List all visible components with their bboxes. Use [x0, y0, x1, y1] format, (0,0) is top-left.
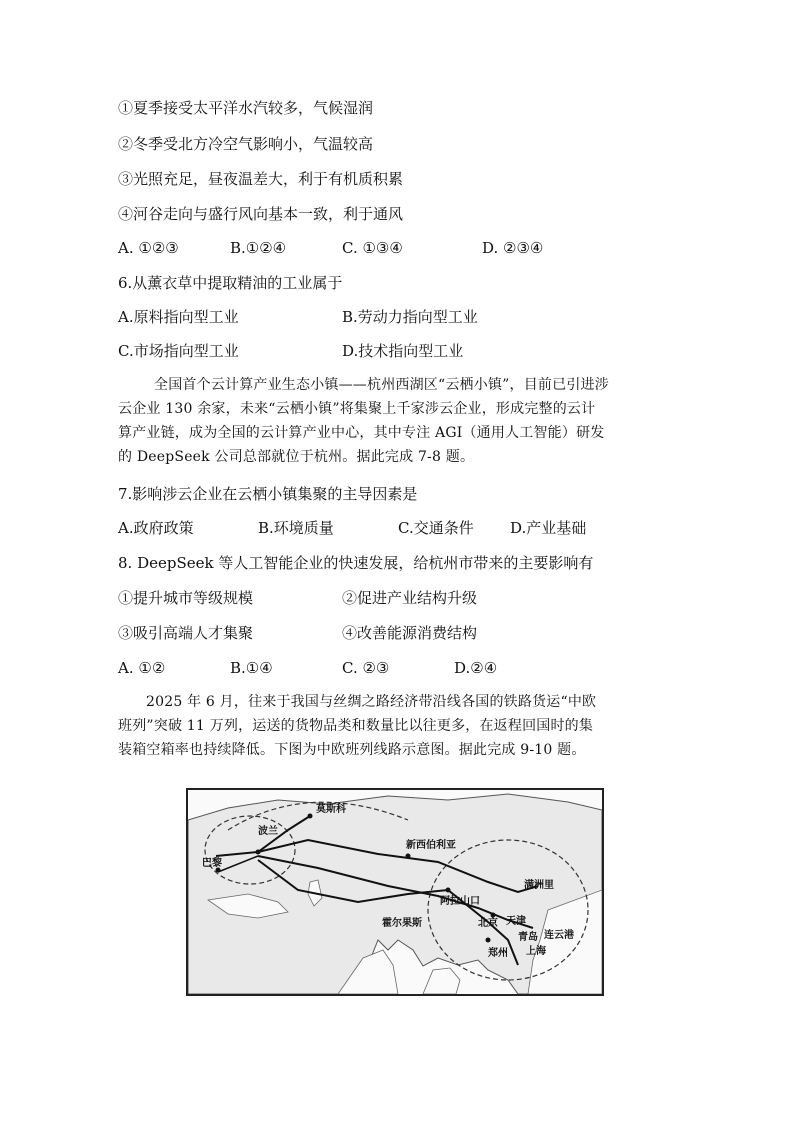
city-marker-alashankou [446, 888, 451, 893]
map-label-alashankou: 阿拉山口 [440, 896, 480, 907]
passage-cloud-town [118, 373, 678, 469]
q6-option-b: B.劳动力指向型工业 [342, 308, 478, 326]
q6-stem: 6.从薰衣草中提取精油的工业属于 [118, 274, 343, 292]
city-marker-novosibirsk [406, 854, 411, 859]
q8-item-3: ③吸引高端人才集聚 [118, 624, 254, 642]
q5-option-a: A. ①②③ [118, 239, 179, 257]
q7-option-c: C.交通条件 [398, 519, 474, 537]
q7-option-a: A.政府政策 [118, 519, 194, 537]
map-label-novosibirsk: 新西伯利亚 [406, 840, 456, 851]
q8-item-2: ②促进产业结构升级 [342, 589, 478, 607]
map-label-beijing: 北京 [478, 918, 498, 929]
q8-item-4: ④改善能源消费结构 [342, 624, 478, 642]
q6-option-d: D.技术指向型工业 [342, 342, 464, 360]
bay-of-bengal [423, 968, 460, 994]
passage2-line-3: 装箱空箱率也持续降低。下图为中欧班列线路示意图。据此完成 9-10 题。 [118, 742, 586, 758]
q7-stem: 7.影响涉云企业在云栖小镇集聚的主导因素是 [118, 485, 418, 503]
q8-option-a: A. ①② [118, 659, 166, 677]
map-label-qingdao: 青岛 [518, 932, 538, 943]
map-label-tianjin: 天津 [506, 916, 526, 927]
map-label-paris: 巴黎 [202, 858, 222, 869]
q8-stem: 8. DeepSeek 等人工智能企业的快速发展，给杭州市带来的主要影响有 [118, 554, 594, 572]
passage1-line-3: 算产业链，成为全国的云计算产业中心，其中专注 AGI（通用人工智能）研发 [118, 425, 605, 441]
passage1-line-2: 云企业 130 余家，未来“云栖小镇”将集聚上千家涉云企业，形成完整的云计 [118, 401, 596, 417]
q7-option-d: D.产业基础 [510, 519, 587, 537]
map-label-manzhouli: 满洲里 [524, 880, 554, 891]
city-marker-poland [256, 850, 261, 855]
map-label-shanghai: 上海 [526, 946, 546, 957]
q8-option-c: C. ②③ [342, 659, 390, 677]
passage1-line-1: 全国首个云计算产业生态小镇——杭州西湖区“云栖小镇”，目前已引进涉 [154, 377, 609, 393]
passage2-line-1: 2025 年 6 月，往来于我国与丝绸之路经济带沿线各国的铁路货运“中欧 [146, 694, 597, 710]
q5-option-c: C. ①③④ [342, 239, 403, 257]
q5-option-b: B.①②④ [230, 239, 287, 257]
q7-option-b: B.环境质量 [258, 519, 334, 537]
city-marker-zhengzhou [486, 938, 491, 943]
map-label-khorgos: 霍尔果斯 [382, 918, 422, 929]
passage-china-europe-railway [118, 690, 678, 762]
railway-route-map [186, 788, 604, 996]
q5-option-d: D. ②③④ [482, 239, 544, 257]
q5-item-2: ②冬季受北方冷空气影响小，气温较高 [118, 135, 374, 153]
city-marker-beijing [491, 913, 496, 918]
map-label-moscow: 莫斯科 [316, 804, 346, 815]
passage1-line-4: 的 DeepSeek 公司总部就位于杭州。据此完成 7-8 题。 [118, 449, 475, 465]
q5-item-4: ④河谷走向与盛行风向基本一致，利于通风 [118, 205, 404, 223]
q5-item-1: ①夏季接受太平洋水汽较多，气候湿润 [118, 99, 374, 117]
map-label-zhengzhou: 郑州 [488, 948, 508, 959]
passage2-line-2: 班列”突破 11 万列，运送的货物品类和数量比以往更多，在返程回国时的集 [118, 718, 594, 734]
q8-item-1: ①提升城市等级规模 [118, 589, 254, 607]
q6-option-a: A.原料指向型工业 [118, 308, 239, 326]
railway-map-svg [188, 790, 602, 994]
map-label-lianyungang: 连云港 [544, 930, 574, 941]
q5-item-3: ③光照充足，昼夜温差大，利于有机质积累 [118, 170, 404, 188]
map-label-poland: 波兰 [258, 826, 278, 837]
q8-option-d: D.②④ [454, 659, 498, 677]
city-marker-moscow [308, 814, 313, 819]
q8-option-b: B.①④ [230, 659, 273, 677]
q6-option-c: C.市场指向型工业 [118, 342, 239, 360]
